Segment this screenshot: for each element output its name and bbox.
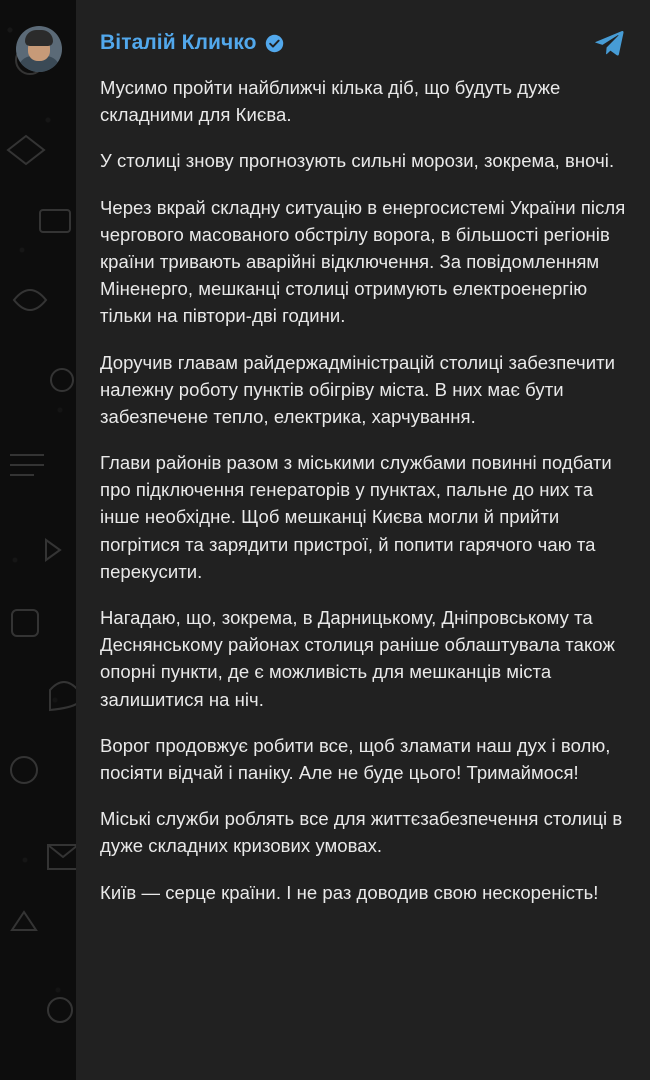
verified-badge-icon [265,34,284,53]
post-paragraph: Через вкрай складну ситуацію в енергосистемі України після чергового масованого обстрілу ворога, в більшості регіонів країни тривають аварійні відключення. За повідомленням Міненерго, мешканці столиці отримують електроенергію тільки на півтори-дві години. [100,196,626,327]
post-paragraph: Глави районів разом з міськими службами повинні подбати про підключення генераторів у пунктах, пальне до них та інше необхідне. Щоб мешканці Києва могли й прийти погрітися та зарядити пристрої, й попити гарячого чаю та перекусити. [100,452,612,582]
post-paragraph: Київ — серце країни. І не раз доводив свою нескореність! [100,881,599,903]
telegram-logo-icon[interactable] [592,26,626,60]
post-paragraph: Мусимо пройти найближчі кілька діб, що будуть дуже складними для Києва. [100,77,561,126]
post-paragraph: У столиці знову прогнозують сильні морози, зокрема, вночі. [100,150,615,172]
post-paragraph: Доручив главам райдержадміністрацій столиці забезпечити належну роботу пунктів обігріву міста. В них має бути забезпечене тепло, електрика, харчування. [100,351,615,427]
post-body [100,74,626,906]
post-paragraph: Ворог продовжує робити все, щоб зламати наш дух і волю, посіяти відчай і паніку. Але не буде цього! Тримаймося! [100,734,611,783]
avatar-hair [25,30,53,46]
avatar[interactable] [16,26,62,72]
post-paragraph: Міські служби роблять все для життєзабезпечення столиці в дуже складних кризових умовах. [100,808,623,857]
message-bubble [76,0,650,1080]
post-paragraph: Нагадаю, що, зокрема, в Дарницькому, Дніпровському та Деснянському районах столиця раніше облаштувала також опорні пункти, де є можливість для мешканців міста залишитися на ніч. [100,607,615,710]
author-name[interactable]: Віталій Кличко [100,31,257,54]
post-header [100,26,626,60]
